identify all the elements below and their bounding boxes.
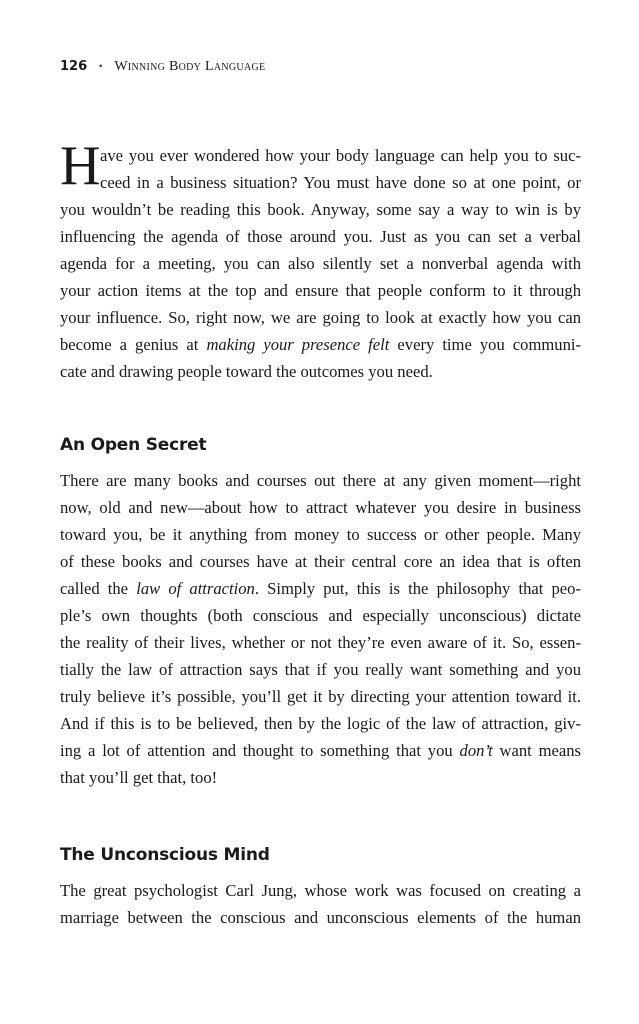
text-line: The great psychologist Carl Jung, whose work was focused on creating a <box>60 881 581 900</box>
text-line: your influence. So, right now, we are going to look at exactly how you can <box>60 308 581 327</box>
text-segment: . Simply put, this is the philosophy that peo- <box>254 579 581 598</box>
text-segment: called the <box>60 579 137 598</box>
section-paragraph <box>60 467 581 791</box>
text-line <box>60 331 581 358</box>
text-line: your action items at the top and ensure that people conform to it through <box>60 281 581 300</box>
page-number: 126 <box>60 59 88 74</box>
running-head <box>60 56 265 77</box>
text-segment: want means <box>492 741 581 760</box>
text-line: ple’s own thoughts (both conscious and especially unconscious) dictate <box>60 606 581 625</box>
text-segment: become a genius at <box>60 335 207 354</box>
text-line <box>60 575 581 602</box>
text-line: that you’ll get that, too! <box>60 768 218 787</box>
text-line: the reality of their lives, whether or not they’re even aware of it. So, essen- <box>60 633 581 652</box>
section-heading: The Unconscious Mind <box>60 845 270 865</box>
text-line: now, old and new—about how to attract whatever you desire in business <box>60 498 581 517</box>
intro-paragraph <box>60 142 581 385</box>
text-line: cate and drawing people toward the outcomes you need. <box>60 362 433 381</box>
book-title: Winning Body Language <box>114 59 266 74</box>
section-heading: An Open Secret <box>60 435 207 455</box>
text-line: of these books and courses have at their central core an idea that is often <box>60 552 581 571</box>
text-line: ave you ever wondered how your body language can help you to suc- <box>100 146 581 165</box>
text-line: ceed in a business situation? You must have done so at one point, or <box>100 173 581 192</box>
text-line <box>60 737 581 764</box>
text-line: you wouldn’t be reading this book. Anyway, some say a way to win is by <box>60 200 581 219</box>
text-line: And if this is to be believed, then by the logic of the law of attraction, giv- <box>60 714 581 733</box>
text-line: influencing the agenda of those around you. Just as you can set a verbal <box>60 227 581 246</box>
emphasis-text: law of attraction <box>136 579 255 598</box>
text-line: agenda for a meeting, you can also silently set a nonverbal agenda with <box>60 254 581 273</box>
section-paragraph <box>60 877 581 931</box>
text-line: truly believe it’s possible, you’ll get it by directing your attention toward it. <box>60 687 581 706</box>
text-line: marriage between the conscious and unconscious elements of the human <box>60 908 581 927</box>
separator-bullet: • <box>98 59 103 73</box>
text-segment: every time you communi- <box>389 335 581 354</box>
text-segment: ing a lot of attention and thought to something that you <box>60 741 460 760</box>
drop-cap: H <box>60 135 101 197</box>
emphasis-text: making your presence felt <box>206 335 390 354</box>
text-line: There are many books and courses out there at any given moment—right <box>60 471 581 490</box>
emphasis-text: don’t <box>459 741 493 760</box>
text-line: toward you, be it anything from money to success or other people. Many <box>60 525 581 544</box>
text-line: tially the law of attraction says that if you really want something and you <box>60 660 581 679</box>
